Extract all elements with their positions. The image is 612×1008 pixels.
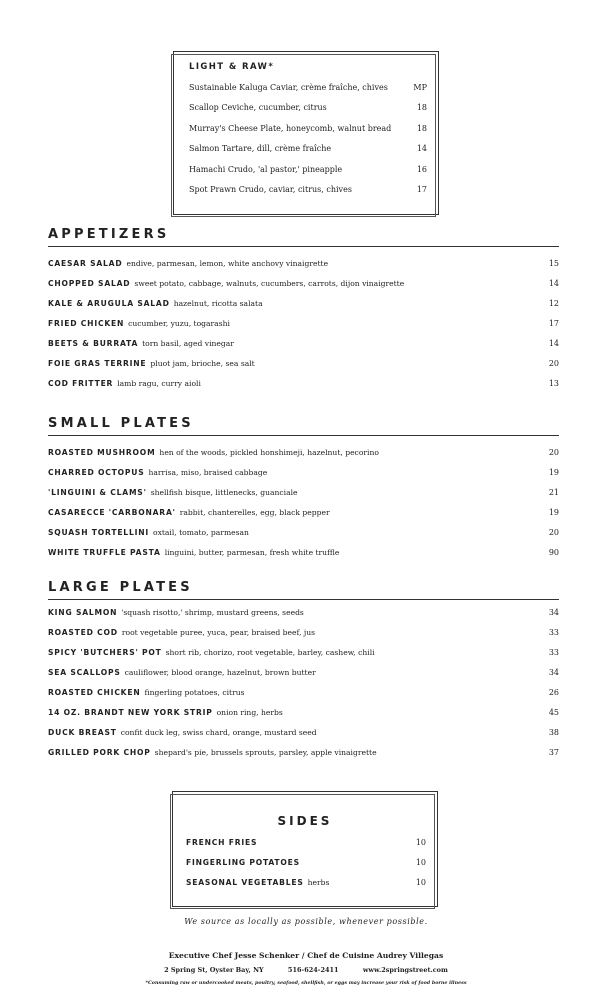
menu-item-description: lamb ragu, curry aioli xyxy=(117,379,201,388)
menu-item-text xyxy=(48,622,315,640)
menu-item-name: KING SALMON xyxy=(48,608,118,617)
menu-item-name: SQUASH TORTELLINI xyxy=(48,528,149,537)
menu-item-price: 37 xyxy=(548,748,559,757)
menu-item-row xyxy=(48,542,559,562)
menu-item-description: endive, parmesan, lemon, white anchovy vinaigrette xyxy=(126,259,329,268)
menu-item-name: CHOPPED SALAD xyxy=(48,279,131,288)
menu-item-text xyxy=(48,522,249,540)
menu-item-text xyxy=(48,702,283,720)
menu-item-price: 38 xyxy=(548,728,559,737)
menu-item-price: 17 xyxy=(416,184,427,194)
menu-item-name: Salmon Tartare, dill, crème fraîche xyxy=(189,144,332,154)
menu-item-row xyxy=(48,442,559,462)
menu-item-name: ROASTED CHICKEN xyxy=(48,688,141,697)
menu-item-row xyxy=(48,373,559,393)
menu-item-price: 15 xyxy=(548,259,559,268)
menu-item-description: herbs xyxy=(307,878,330,887)
menu-item-price: 10 xyxy=(415,838,426,847)
menu-item-text xyxy=(186,872,329,890)
menu-item-text xyxy=(48,682,244,700)
menu-item-price: 18 xyxy=(416,103,427,113)
contact-line xyxy=(0,966,612,974)
menu-item-text xyxy=(48,313,230,331)
menu-item-row xyxy=(48,253,559,273)
menu-item-price: 20 xyxy=(548,528,559,537)
menu-item-row xyxy=(48,353,559,373)
menu-item-price: 33 xyxy=(548,628,559,637)
menu-item-price: 19 xyxy=(548,468,559,477)
menu-item-row xyxy=(48,642,559,662)
menu-item-name: FOIE GRAS TERRINE xyxy=(48,359,147,368)
address: 2 Spring St, Oyster Bay, NY xyxy=(164,966,264,974)
large-plates-list xyxy=(48,602,559,762)
menu-item-text xyxy=(189,103,327,123)
menu-item-text xyxy=(189,83,388,103)
menu-item-name: Murray's Cheese Plate, honeycomb, walnut bread xyxy=(189,123,392,133)
menu-item-name: ROASTED COD xyxy=(48,628,118,637)
menu-item-row xyxy=(189,124,427,144)
menu-item-price: 20 xyxy=(548,359,559,368)
small-plates-title: SMALL PLATES xyxy=(48,416,194,431)
menu-item-description: rabbit, chanterelles, egg, black pepper xyxy=(179,508,330,517)
menu-item-price: 18 xyxy=(416,123,427,133)
menu-item-row xyxy=(189,144,427,164)
menu-item-price: 16 xyxy=(416,164,427,174)
menu-item-row xyxy=(48,522,559,542)
menu-item-name: FINGERLING POTATOES xyxy=(186,858,300,867)
menu-item-price: 17 xyxy=(548,319,559,328)
menu-item-name: DUCK BREAST xyxy=(48,728,117,737)
menu-item-description: hazelnut, ricotta salata xyxy=(173,299,263,308)
light-raw-title: LIGHT & RAW* xyxy=(189,62,275,72)
menu-item-text xyxy=(48,293,263,311)
menu-item-row xyxy=(48,682,559,702)
menu-item-price: 10 xyxy=(415,878,426,887)
menu-item-price: 21 xyxy=(548,488,559,497)
menu-item-text xyxy=(48,482,298,500)
menu-item-name: FRIED CHICKEN xyxy=(48,319,125,328)
menu-item-name: CASARECCE 'CARBONARA' xyxy=(48,508,176,517)
menu-item-text xyxy=(48,742,377,760)
menu-item-description: short rib, chorizo, root vegetable, barley, cashew, chili xyxy=(165,648,375,657)
menu-item-text xyxy=(48,353,255,371)
menu-item-price: 14 xyxy=(548,279,559,288)
menu-item-price: MP xyxy=(413,83,427,92)
menu-item-price: 45 xyxy=(548,708,559,717)
menu-item-row xyxy=(48,273,559,293)
menu-item-text xyxy=(48,642,375,660)
menu-item-price: 90 xyxy=(548,548,559,557)
menu-item-name: Scallop Ceviche, cucumber, citrus xyxy=(189,103,327,113)
menu-item-description: shellfish bisque, littlenecks, guanciale xyxy=(150,488,298,497)
menu-item-price: 10 xyxy=(415,858,426,867)
menu-item-text xyxy=(48,442,379,460)
menu-item-name: CHARRED OCTOPUS xyxy=(48,468,145,477)
menu-item-description: cucumber, yuzu, togarashi xyxy=(128,319,230,328)
menu-item-price: 34 xyxy=(548,608,559,617)
menu-item-description: 'squash risotto,' shrimp, mustard greens, seeds xyxy=(121,608,304,617)
menu-item-description: fingerling potatoes, citrus xyxy=(144,688,245,697)
appetizers-divider xyxy=(48,246,559,247)
menu-item-row xyxy=(48,482,559,502)
menu-item-price: 19 xyxy=(548,508,559,517)
menu-item-text xyxy=(48,662,316,680)
menu-item-name: SEA SCALLOPS xyxy=(48,668,121,677)
menu-item-text xyxy=(48,602,304,620)
sides-box xyxy=(172,791,438,907)
menu-item-text xyxy=(48,462,267,480)
small-plates-divider xyxy=(48,435,559,436)
menu-item-description: cauliflower, blood orange, hazelnut, brown butter xyxy=(124,668,316,677)
menu-item-row xyxy=(48,622,559,642)
menu-item-price: 14 xyxy=(416,144,427,154)
menu-item-row xyxy=(48,313,559,333)
menu-item-name: BEETS & BURRATA xyxy=(48,339,139,348)
menu-item-text xyxy=(48,253,328,271)
menu-item-text xyxy=(48,722,317,740)
menu-item-price: 34 xyxy=(548,668,559,677)
menu-item-text xyxy=(189,185,352,205)
menu-item-description: onion ring, herbs xyxy=(216,708,283,717)
menu-item-text xyxy=(186,832,261,850)
menu-item-row xyxy=(48,702,559,722)
sourcing-tagline: We source as locally as possible, whenever possible. xyxy=(184,917,428,926)
menu-item-description: confit duck leg, swiss chard, orange, mustard seed xyxy=(120,728,317,737)
menu-item-name: 'LINGUINI & CLAMS' xyxy=(48,488,147,497)
light-raw-box xyxy=(173,51,439,215)
menu-item-description: torn basil, aged vinegar xyxy=(142,339,234,348)
menu-item-text xyxy=(189,165,342,185)
menu-item-text xyxy=(48,542,339,560)
menu-item-name: 14 OZ. BRANDT NEW YORK STRIP xyxy=(48,708,213,717)
menu-item-description: hen of the woods, pickled honshimeji, hazelnut, pecorino xyxy=(159,448,379,457)
menu-item-name: GRILLED PORK CHOP xyxy=(48,748,151,757)
light-raw-list xyxy=(189,83,427,205)
menu-item-row xyxy=(48,742,559,762)
small-plates-list xyxy=(48,442,559,562)
menu-item-row xyxy=(186,832,426,852)
menu-item-row xyxy=(189,185,427,205)
menu-item-row xyxy=(189,165,427,185)
large-plates-divider xyxy=(48,599,559,600)
menu-item-text xyxy=(48,273,404,291)
menu-item-price: 26 xyxy=(548,688,559,697)
menu-item-name: CAESAR SALAD xyxy=(48,259,123,268)
menu-item-row xyxy=(186,872,426,892)
menu-item-text xyxy=(48,333,234,351)
menu-item-text xyxy=(186,852,304,870)
menu-item-description: shepard's pie, brussels sprouts, parsley, apple vinaigrette xyxy=(154,748,377,757)
menu-item-name: Hamachi Crudo, 'al pastor,' pineapple xyxy=(189,164,343,174)
website-link[interactable]: www.2springstreet.com xyxy=(362,966,448,974)
menu-item-name: KALE & ARUGULA SALAD xyxy=(48,299,170,308)
menu-item-description: sweet potato, cabbage, walnuts, cucumbers, carrots, dijon vinaigrette xyxy=(134,279,405,288)
menu-item-row xyxy=(48,502,559,522)
sides-list xyxy=(186,832,426,892)
menu-item-text xyxy=(189,144,331,164)
menu-item-row xyxy=(48,293,559,313)
sides-title: SIDES xyxy=(277,814,333,828)
menu-item-description: root vegetable puree, yuca, pear, braised beef, jus xyxy=(121,628,316,637)
menu-item-name: FRENCH FRIES xyxy=(186,838,258,847)
phone-number: 516-624-2411 xyxy=(287,966,339,974)
menu-item-name: SEASONAL VEGETABLES xyxy=(186,878,304,887)
menu-item-row xyxy=(48,722,559,742)
menu-item-name: COD FRITTER xyxy=(48,379,114,388)
menu-item-row xyxy=(48,462,559,482)
menu-item-row xyxy=(189,103,427,123)
menu-item-name: Sustainable Kaluga Caviar, crème fraîche, chives xyxy=(189,83,388,92)
menu-item-name: ROASTED MUSHROOM xyxy=(48,448,156,457)
menu-item-description: harrisa, miso, braised cabbage xyxy=(148,468,268,477)
menu-item-price: 12 xyxy=(548,299,559,308)
menu-item-text xyxy=(48,373,201,391)
menu-item-price: 20 xyxy=(548,448,559,457)
raw-food-disclaimer: *Consuming raw or undercooked meats, poultry, seafood, shellfish, or eggs may increase your risk of food borne illness xyxy=(145,980,467,986)
menu-item-row xyxy=(186,852,426,872)
menu-item-row xyxy=(48,662,559,682)
menu-item-name: Spot Prawn Crudo, caviar, citrus, chives xyxy=(189,184,352,194)
menu-item-text xyxy=(189,124,391,144)
menu-item-price: 33 xyxy=(548,648,559,657)
menu-item-description: linguini, butter, parmesan, fresh white truffle xyxy=(164,548,340,557)
appetizers-title: APPETIZERS xyxy=(48,227,170,242)
menu-item-row xyxy=(48,602,559,622)
menu-item-description: oxtail, tomato, parmesan xyxy=(153,528,249,537)
chefs-credit: Executive Chef Jesse Schenker / Chef de Cuisine Audrey Villegas xyxy=(168,951,444,960)
menu-item-name: WHITE TRUFFLE PASTA xyxy=(48,548,161,557)
menu-item-price: 13 xyxy=(548,379,559,388)
large-plates-title: LARGE PLATES xyxy=(48,580,193,595)
appetizers-list xyxy=(48,253,559,393)
menu-item-text xyxy=(48,502,330,520)
menu-item-row xyxy=(189,83,427,103)
menu-item-price: 14 xyxy=(548,339,559,348)
menu-item-row xyxy=(48,333,559,353)
menu-item-name: SPICY 'BUTCHERS' POT xyxy=(48,648,162,657)
menu-item-description: pluot jam, brioche, sea salt xyxy=(150,359,255,368)
